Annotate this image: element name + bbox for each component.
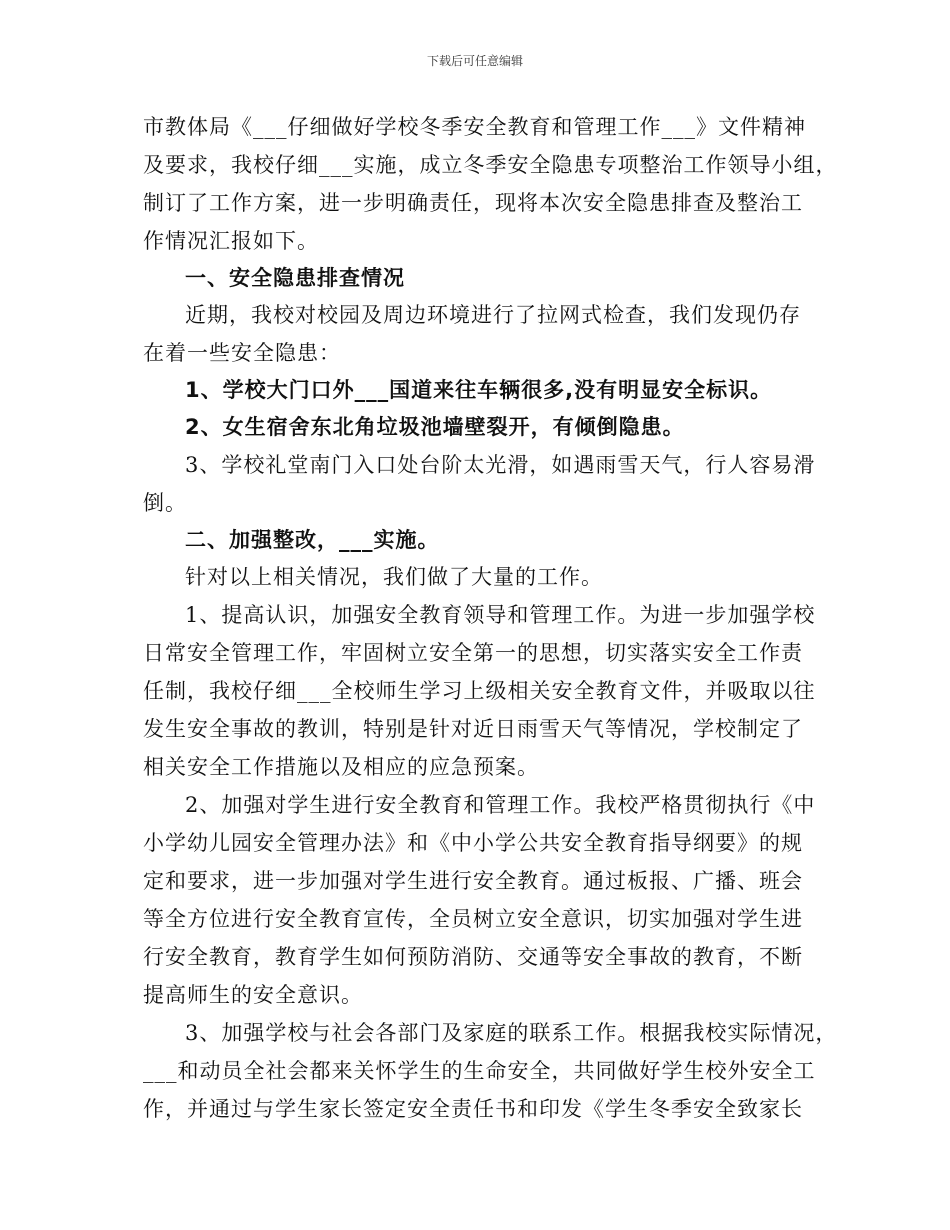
- body-line: 针对以上相关情况，我们做了大量的工作。: [185, 565, 603, 589]
- body-line: 作情况汇报如下。: [143, 229, 319, 253]
- section-heading: 一、安全隐患排查情况: [185, 266, 405, 290]
- hazard-item: 1、学校大门口外___国道来往车辆很多,没有明显安全标识。: [185, 378, 773, 402]
- page-header-note: 下载后可任意编辑: [426, 54, 523, 68]
- body-line: 3、加强学校与社会各部门及家庭的联系工作。根据我校实际情况，: [185, 1021, 838, 1045]
- hazard-item: 3、学校礼堂南门入口处台阶太光滑，如遇雨雪天气，行人容易滑: [185, 453, 816, 477]
- body-line: 小学幼儿园安全管理办法》和《中小学公共安全教育指导纲要》的规: [143, 831, 803, 855]
- body-line: 行安全教育，教育学生如何预防消防、交通等安全事故的教育，不断: [143, 945, 803, 969]
- body-line: 相关安全工作措施以及相应的应急预案。: [143, 755, 539, 779]
- section-heading: 二、加强整改，___实施。: [185, 528, 440, 552]
- body-line: 1、提高认识，加强安全教育领导和管理工作。为进一步加强学校: [185, 603, 816, 627]
- body-line: 定和要求，进一步加强对学生进行安全教育。通过板报、广播、班会: [143, 869, 803, 893]
- body-line: 日常安全管理工作，牢固树立安全第一的思想，切实落实安全工作责: [143, 641, 803, 665]
- body-line: 2、加强对学生进行安全教育和管理工作。我校严格贯彻执行《中: [185, 793, 816, 817]
- body-line: 倒。: [143, 491, 187, 515]
- body-line: 市教体局《___仔细做好学校冬季安全教育和管理工作___》文件精神: [143, 115, 806, 139]
- body-line: 发生安全事故的教训，特别是针对近日雨雪天气等情况，学校制定了: [143, 717, 803, 741]
- body-line: 在着一些安全隐患：: [143, 341, 341, 365]
- body-line: 近期，我校对校园及周边环境进行了拉网式检查，我们发现仍存: [185, 303, 801, 327]
- hazard-item: 2、女生宿舍东北角垃圾池墙壁裂开，有倾倒隐患。: [185, 415, 685, 439]
- body-line: 制订了工作方案，进一步明确责任，现将本次安全隐患排查及整治工: [143, 191, 803, 215]
- body-line: 等全方位进行安全教育宣传，全员树立安全意识，切实加强对学生进: [143, 907, 803, 931]
- body-line: ___和动员全社会都来关怀学生的生命安全，共同做好学生校外安全工: [143, 1059, 816, 1083]
- body-line: 任制，我校仔细___全校师生学习上级相关安全教育文件，并吸取以往: [143, 679, 816, 703]
- body-line: 提高师生的安全意识。: [143, 983, 363, 1007]
- body-line: 及要求，我校仔细___实施，成立冬季安全隐患专项整治工作领导小组，: [143, 153, 838, 177]
- body-line: 作，并通过与学生家长签定安全责任书和印发《学生冬季安全致家长: [143, 1097, 803, 1121]
